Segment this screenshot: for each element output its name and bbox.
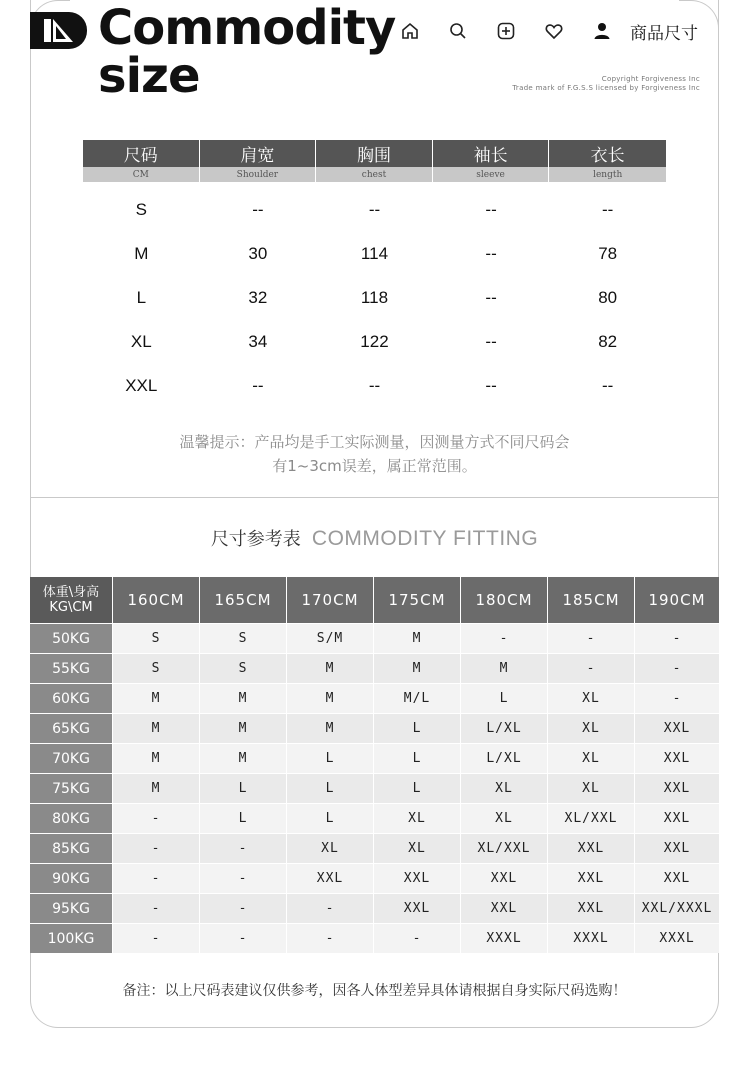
size-cell: S (200, 654, 287, 683)
height-header-cell: 160CM (113, 577, 200, 623)
header-cell: 袖长 (433, 140, 550, 167)
table-cell: -- (368, 200, 381, 219)
fitting-title-cn: 尺寸参考表 (210, 529, 301, 550)
measurement-tip (30, 430, 719, 478)
table-cell: -- (602, 376, 614, 395)
size-cell: L (374, 744, 461, 773)
size-cell: M (200, 744, 287, 773)
height-header-cell: 180CM (461, 577, 548, 623)
table-cell: 118 (360, 288, 389, 307)
corner-label: KG\CM (49, 600, 93, 615)
size-cell: XXL (635, 774, 719, 803)
size-cell: L (287, 744, 374, 773)
subheader-cell: Shoulder (200, 167, 317, 182)
size-cell: L/XL (461, 744, 548, 773)
size-cell: M (374, 624, 461, 653)
table-row (30, 893, 719, 923)
table-cell: M (134, 244, 149, 263)
weight-cell: 100KG (30, 924, 113, 953)
page-title (98, 0, 396, 104)
size-cell: L (461, 684, 548, 713)
fitting-table-header (30, 577, 719, 623)
table-cell: 78 (598, 244, 618, 263)
size-cell: XXL (635, 834, 719, 863)
size-cell: - (113, 804, 200, 833)
size-cell: XXXL (548, 924, 635, 953)
table-cell: -- (485, 244, 497, 263)
heart-icon[interactable] (542, 19, 566, 43)
table-row (30, 833, 719, 863)
size-table-header (83, 140, 666, 167)
size-cell: - (635, 654, 719, 683)
table-row (83, 232, 666, 276)
height-header-cell: 170CM (287, 577, 374, 623)
size-cell: XXL (461, 894, 548, 923)
size-cell: XXL (635, 744, 719, 773)
size-cell: M/L (374, 684, 461, 713)
weight-cell: 50KG (30, 624, 113, 653)
size-cell: S (200, 624, 287, 653)
size-cell: L/XL (461, 714, 548, 743)
size-cell: M (113, 684, 200, 713)
size-cell: XL (461, 804, 548, 833)
search-icon[interactable] (446, 19, 470, 43)
table-cell: XXL (125, 376, 158, 395)
copyright-line: Trade mark of F.G.S.S licensed by Forgiveness Inc (512, 84, 700, 92)
size-table-body (83, 188, 666, 408)
nav-label[interactable]: 商品尺寸 (630, 23, 698, 44)
table-cell: 32 (248, 288, 268, 307)
weight-cell: 95KG (30, 894, 113, 923)
size-table-subheader (83, 167, 666, 182)
size-cell: - (200, 864, 287, 893)
height-header-cell: 185CM (548, 577, 635, 623)
size-cell: - (113, 834, 200, 863)
subheader-cell: CM (83, 167, 200, 182)
table-row (30, 683, 719, 713)
table-row (30, 653, 719, 683)
size-cell: - (113, 924, 200, 953)
size-cell: M (287, 654, 374, 683)
copyright-notice (512, 75, 700, 93)
size-cell: - (548, 654, 635, 683)
logo-icon (30, 12, 87, 49)
tip-line: 温馨提示：产品均是手工实际测量，因测量方式不同尺码会 (179, 433, 570, 451)
section-divider (30, 497, 719, 498)
size-cell: M (113, 774, 200, 803)
title-line2: size (98, 48, 200, 104)
size-cell: - (287, 894, 374, 923)
table-cell: -- (485, 288, 497, 307)
table-cell: -- (485, 332, 497, 351)
weight-cell: 70KG (30, 744, 113, 773)
table-row (83, 364, 666, 408)
weight-cell: 85KG (30, 834, 113, 863)
corner-label: 体重\身高 (42, 585, 100, 600)
table-row (83, 188, 666, 232)
height-header-cell: 175CM (374, 577, 461, 623)
size-cell: L (374, 714, 461, 743)
weight-cell: 90KG (30, 864, 113, 893)
table-row (83, 276, 666, 320)
table-row (30, 863, 719, 893)
size-cell: M (200, 714, 287, 743)
size-cell: XL/XXL (548, 804, 635, 833)
size-cell: - (461, 624, 548, 653)
size-cell: - (113, 894, 200, 923)
size-cell: - (200, 834, 287, 863)
size-cell: M (113, 744, 200, 773)
size-cell: - (548, 624, 635, 653)
size-cell: - (635, 684, 719, 713)
weight-cell: 55KG (30, 654, 113, 683)
table-row (30, 803, 719, 833)
table-cell: 82 (598, 332, 618, 351)
size-cell: - (200, 924, 287, 953)
size-cell: XXL (548, 864, 635, 893)
size-cell: L (200, 804, 287, 833)
table-row (30, 923, 719, 953)
size-cell: S (113, 654, 200, 683)
size-cell: M (287, 684, 374, 713)
size-cell: XL (461, 774, 548, 803)
size-cell: M (374, 654, 461, 683)
size-cell: L (374, 774, 461, 803)
height-header-cell: 165CM (200, 577, 287, 623)
size-cell: XL (548, 684, 635, 713)
table-row (30, 623, 719, 653)
table-cell: 30 (248, 244, 268, 263)
size-cell: XXL/XXXL (635, 894, 719, 923)
size-cell: XL (287, 834, 374, 863)
size-cell: XL (548, 744, 635, 773)
table-cell: L (136, 288, 147, 307)
header-cell: 胸围 (316, 140, 433, 167)
size-cell: XXL (635, 714, 719, 743)
size-cell: - (113, 864, 200, 893)
size-cell: XL/XXL (461, 834, 548, 863)
fitting-table (30, 577, 719, 953)
size-cell: XL (374, 804, 461, 833)
table-cell: 122 (360, 332, 389, 351)
table-cell: -- (485, 376, 497, 395)
size-cell: XL (548, 714, 635, 743)
size-cell: XXXL (635, 924, 719, 953)
size-cell: L (200, 774, 287, 803)
subheader-cell: sleeve (433, 167, 550, 182)
size-cell: S/M (287, 624, 374, 653)
size-cell: XXL (635, 864, 719, 893)
size-cell: L (287, 804, 374, 833)
table-cell: 80 (598, 288, 618, 307)
tip-line: 有1~3cm误差，属正常范围。 (272, 457, 477, 475)
footnote: 备注：以上尺码表建议仅供参考，因各人体型差异具体请根据自身实际尺码选购！ (122, 983, 627, 999)
subheader-cell: length (549, 167, 666, 182)
fitting-title-en: COMMODITY FITTING (311, 527, 539, 550)
size-cell: XXL (287, 864, 374, 893)
table-cell: -- (602, 200, 614, 219)
table-row (83, 320, 666, 364)
table-cell: XL (130, 332, 152, 351)
table-row (30, 743, 719, 773)
header-cell: 肩宽 (200, 140, 317, 167)
weight-cell: 65KG (30, 714, 113, 743)
size-cell: - (635, 624, 719, 653)
table-row (30, 713, 719, 743)
copyright-line: Copyright Forgiveness Inc (601, 75, 700, 83)
size-cell: XXL (461, 864, 548, 893)
corner-cell (30, 577, 113, 623)
size-cell: XL (548, 774, 635, 803)
table-cell: 114 (360, 244, 389, 263)
size-cell: XXL (635, 804, 719, 833)
size-cell: XXL (548, 834, 635, 863)
table-row (30, 773, 719, 803)
top-nav (398, 18, 698, 44)
size-cell: M (287, 714, 374, 743)
size-cell: M (200, 684, 287, 713)
size-table (83, 140, 666, 408)
size-cell: - (374, 924, 461, 953)
weight-cell: 60KG (30, 684, 113, 713)
size-cell: - (287, 924, 374, 953)
table-cell: -- (368, 376, 381, 395)
header-cell: 尺码 (83, 140, 200, 167)
home-icon[interactable] (398, 19, 422, 43)
size-cell: XL (374, 834, 461, 863)
table-cell: -- (252, 200, 264, 219)
size-cell: - (200, 894, 287, 923)
weight-cell: 80KG (30, 804, 113, 833)
fitting-table-body (30, 623, 719, 953)
size-cell: XXL (374, 864, 461, 893)
size-cell: M (461, 654, 548, 683)
header-cell: 衣长 (549, 140, 666, 167)
user-icon[interactable] (590, 19, 614, 43)
size-cell: M (113, 714, 200, 743)
size-cell: S (113, 624, 200, 653)
table-cell: -- (252, 376, 264, 395)
weight-cell: 75KG (30, 774, 113, 803)
subheader-cell: chest (316, 167, 433, 182)
title-line1: Commodity (98, 0, 396, 56)
fitting-title (30, 525, 719, 551)
height-header-cell: 190CM (635, 577, 719, 623)
table-cell: 34 (248, 332, 268, 351)
size-cell: L (287, 774, 374, 803)
table-cell: S (135, 200, 147, 219)
size-cell: XXL (374, 894, 461, 923)
size-cell: XXL (548, 894, 635, 923)
table-cell: -- (485, 200, 497, 219)
add-square-icon[interactable] (494, 19, 518, 43)
size-cell: XXXL (461, 924, 548, 953)
